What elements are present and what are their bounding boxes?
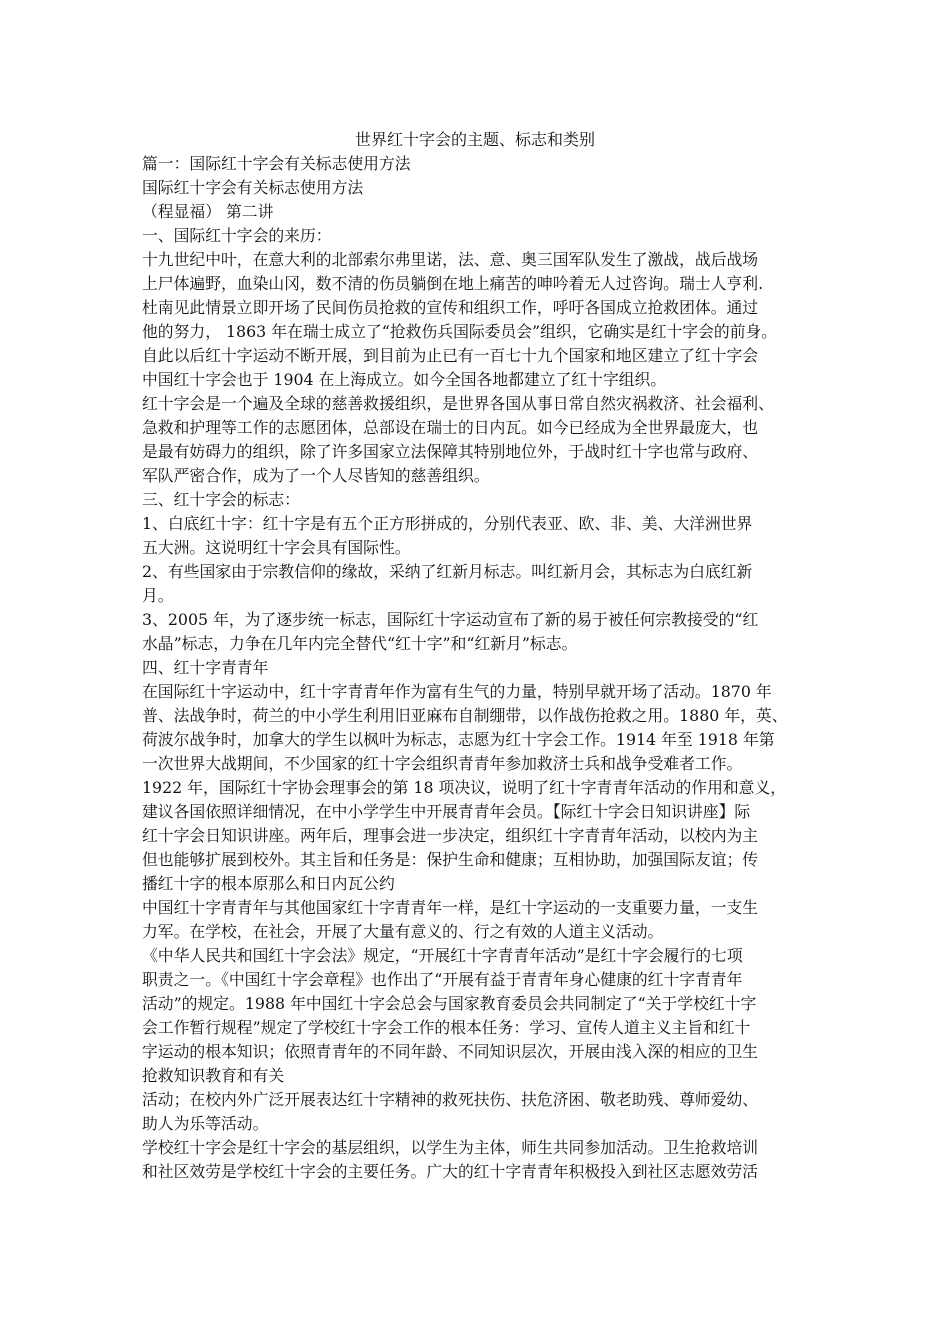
text-line: 上尸体遍野，血染山冈，数不清的伤员躺倒在地上痛苦的呻吟着无人过咨询。瑞士人亨利. <box>142 274 764 293</box>
text-line: 荷波尔战争时，加拿大的学生以枫叶为标志，志愿为红十字会工作。1914 年至 1918 年第 <box>142 730 775 749</box>
text-line: 水晶”标志，力争在几年内完全替代“红十字”和“红新月”标志。 <box>142 634 578 653</box>
text-line: 普、法战争时，荷兰的中小学生利用旧亚麻布自制绷带，以作战伤抢救之用。1880 年，英、 <box>142 706 788 725</box>
text-line: 三、红十字会的标志： <box>142 490 300 509</box>
text-line: 十九世纪中叶，在意大利的北部索尔弗里诺，法、意、奥三国军队发生了激战，战后战场 <box>142 250 759 269</box>
text-line: 和社区效劳是学校红十字会的主要任务。广大的红十字青青年积极投入到社区志愿效劳活 <box>142 1162 759 1181</box>
text-line: 篇一：国际红十字会有关标志使用方法 <box>142 154 411 173</box>
text-line: 学校红十字会是红十字会的基层组织，以学生为主体，师生共同参加活动。卫生抢救培训 <box>142 1138 759 1157</box>
text-line: 1922 年，国际红十字协会理事会的第 18 项决议，说明了红十字青青年活动的作用和意义， <box>142 778 787 797</box>
text-line: （程显福） 第二讲 <box>142 202 274 221</box>
text-line: 急救和护理等工作的志愿团体，总部设在瑞士的日内瓦。如今已经成为全世界最庞大，也 <box>142 418 759 437</box>
text-line: 红十字会是一个遍及全球的慈善救援组织，是世界各国从事日常自然灾祸救济、社会福利、 <box>142 394 774 413</box>
text-line: 他的努力， 1863 年在瑞士成立了“抢救伤兵国际委员会”组织，它确实是红十字会的前身。 <box>142 322 778 341</box>
text-line: 2、有些国家由于宗教信仰的缘故，采纳了红新月标志。叫红新月会，其标志为白底红新 <box>142 562 753 581</box>
text-line: 1、白底红十字：红十字是有五个正方形拼成的，分别代表亚、欧、非、美、大洋洲世界 <box>142 514 753 533</box>
document-title: 世界红十字会的主题、标志和类别 <box>354 130 595 149</box>
text-line: 一、国际红十字会的来历： <box>142 226 332 245</box>
text-line: 职责之一。《中国红十字会章程》也作出了“开展有益于青青年身心健康的红十字青青年 <box>142 970 743 989</box>
text-line: 月。 <box>142 586 174 605</box>
text-line: 但也能够扩展到校外。其主旨和任务是：保护生命和健康；互相协助，加强国际友谊；传 <box>142 850 759 869</box>
text-line: 是最有妨碍力的组织，除了许多国家立法保障其特别地位外，于战时红十字也常与政府、 <box>142 442 759 461</box>
text-line: 五大洲。这说明红十字会具有国际性。 <box>142 538 411 557</box>
text-line: 会工作暂行规程”规定了学校红十字会工作的根本任务：学习、宣传人道主义主旨和红十 <box>142 1018 751 1037</box>
text-line: 活动”的规定。1988 年中国红十字会总会与国家教育委员会共同制定了“关于学校红十字 <box>142 994 757 1013</box>
text-line: 3、2005 年，为了逐步统一标志，国际红十字运动宣布了新的易于被任何宗教接受的“红 <box>142 610 759 629</box>
text-line: 活动；在校内外广泛开展表达红十字精神的救死扶伤、扶危济困、敬老助残、尊师爱幼、 <box>142 1090 759 1109</box>
text-line: 中国红十字会也于 1904 在上海成立。如今全国各地都建立了红十字组织。 <box>142 370 667 389</box>
text-line: 力军。在学校，在社会，开展了大量有意义的、行之有效的人道主义活动。 <box>142 922 664 941</box>
document-body <box>142 152 814 1184</box>
text-line: 《中华人民共和国红十字会法》规定，“开展红十字青青年活动”是红十字会履行的七项 <box>142 946 743 965</box>
text-line: 助人为乐等活动。 <box>142 1114 269 1133</box>
text-line: 字运动的根本知识；依照青青年的不同年龄、不同知识层次，开展由浅入深的相应的卫生 <box>142 1042 759 1061</box>
text-line: 红十字会日知识讲座。两年后，理事会进一步决定，组织红十字青青年活动，以校内为主 <box>142 826 759 845</box>
text-line: 一次世界大战期间，不少国家的红十字会组织青青年参加救济士兵和战争受难者工作。 <box>142 754 743 773</box>
text-line: 杜南见此情景立即开场了民间伤员抢救的宣传和组织工作，呼吁各国成立抢救团体。通过 <box>142 298 759 317</box>
text-line: 在国际红十字运动中，红十字青青年作为富有生气的力量，特别早就开场了活动。1870 年 <box>142 682 772 701</box>
text-line: 播红十字的根本原那么和日内瓦公约 <box>142 874 395 893</box>
text-line: 自此以后红十字运动不断开展，到目前为止已有一百七十九个国家和地区建立了红十字会 <box>142 346 759 365</box>
text-line: 建议各国依照详细情况，在中小学学生中开展青青年会员。【际红十字会日知识讲座】际 <box>142 802 751 821</box>
text-line: 中国红十字青青年与其他国家红十字青青年一样，是红十字运动的一支重要力量，一支生 <box>142 898 759 917</box>
text-line: 国际红十字会有关标志使用方法 <box>142 178 364 197</box>
text-line: 四、红十字青青年 <box>142 658 269 677</box>
text-line: 军队严密合作，成为了一个人尽皆知的慈善组织。 <box>142 466 490 485</box>
text-line: 抢救知识教育和有关 <box>142 1066 285 1085</box>
